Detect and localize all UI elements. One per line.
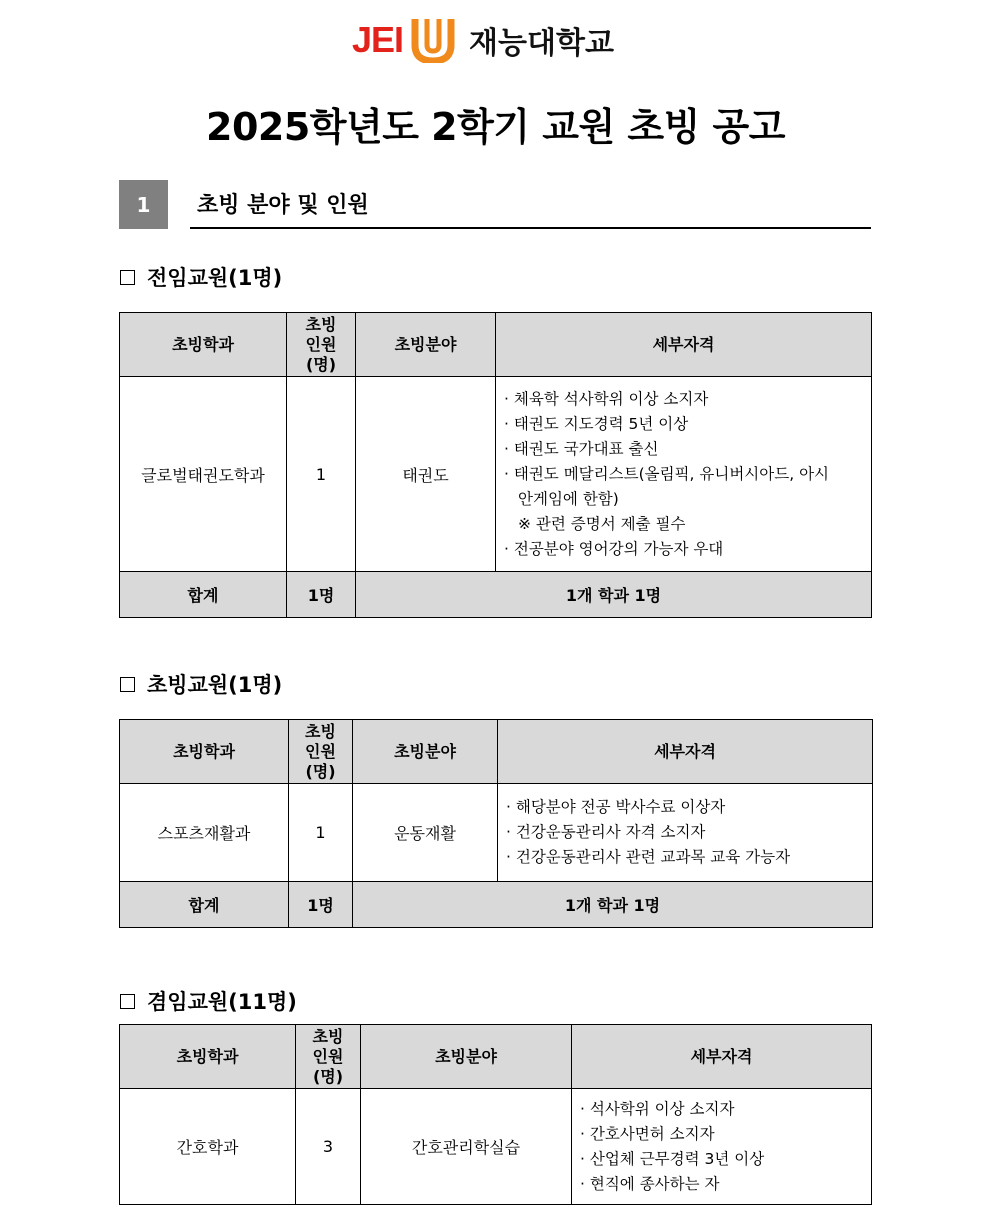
table-header-row	[120, 1025, 872, 1089]
adjunct-table	[119, 1024, 872, 1205]
total-count: 1명	[289, 882, 353, 928]
header-count: 초빙 인원 (명)	[296, 1025, 361, 1089]
subheading-text: 겸임교원(11명)	[147, 990, 297, 1014]
table-header-row	[120, 313, 872, 377]
qualification-item: 안게임에 한함)	[518, 489, 619, 508]
header-dept: 초빙학과	[120, 720, 289, 784]
invited-table	[119, 719, 873, 928]
table-row	[120, 1089, 872, 1205]
cell-count: 1	[289, 784, 353, 882]
checkbox-square-icon	[120, 677, 135, 692]
cell-count: 3	[296, 1089, 361, 1205]
cell-dept: 간호학과	[120, 1089, 296, 1205]
logo-jei-text: JEI	[352, 19, 404, 60]
header-dept: 초빙학과	[120, 1025, 296, 1089]
subheading-adjunct	[120, 986, 297, 1016]
checkbox-square-icon	[120, 270, 135, 285]
subheading-text: 초빙교원(1명)	[147, 673, 283, 697]
qualification-item: · 건강운동관리사 자격 소지자	[506, 823, 706, 841]
qualification-item: · 태권도 지도경력 5년 이상	[504, 414, 689, 433]
total-summary: 1개 학과 1명	[356, 572, 872, 618]
page-title: 2025학년도 2학기 교원 초빙 공고	[206, 105, 785, 149]
subheading-text: 전임교원(1명)	[147, 266, 283, 290]
qualification-item: · 태권도 메달리스트(올림픽, 유니버시아드, 아시	[504, 464, 830, 483]
qualification-item: · 산업체 근무경력 3년 이상	[580, 1149, 765, 1168]
header-field: 초빙분야	[356, 313, 496, 377]
qualification-item: · 해당분야 전공 박사수료 이상자	[506, 798, 726, 816]
cell-dept: 스포츠재활과	[120, 784, 289, 882]
header-qualifications: 세부자격	[572, 1025, 872, 1089]
logo-university-name: 재능대학교	[469, 26, 614, 61]
total-row	[120, 882, 873, 928]
total-summary: 1개 학과 1명	[353, 882, 873, 928]
total-row	[120, 572, 872, 618]
cell-qualifications	[572, 1089, 872, 1205]
university-logo	[352, 16, 614, 64]
cell-count: 1	[287, 377, 356, 572]
table-row	[120, 377, 872, 572]
cell-field: 운동재활	[353, 784, 498, 882]
checkbox-square-icon	[120, 994, 135, 1009]
logo-emblem-icon	[409, 17, 457, 63]
header-count: 초빙 인원 (명)	[289, 720, 353, 784]
total-count: 1명	[287, 572, 356, 618]
header-field: 초빙분야	[353, 720, 498, 784]
section-underline	[190, 227, 871, 229]
cell-field: 간호관리학실습	[361, 1089, 572, 1205]
table-header-row	[120, 720, 873, 784]
qualification-item: · 간호사면허 소지자	[580, 1124, 715, 1143]
header-field: 초빙분야	[361, 1025, 572, 1089]
table-row	[120, 784, 873, 882]
qualification-item: · 체육학 석사학위 이상 소지자	[504, 389, 709, 408]
fulltime-table	[119, 312, 872, 618]
cell-dept: 글로벌태권도학과	[120, 377, 287, 572]
total-label: 합계	[120, 882, 289, 928]
cell-field: 태권도	[356, 377, 496, 572]
qualification-item: · 태권도 국가대표 출신	[504, 439, 659, 458]
subheading-invited	[120, 669, 282, 699]
header-dept: 초빙학과	[120, 313, 287, 377]
subheading-fulltime	[120, 262, 282, 292]
qualification-item: · 석사학위 이상 소지자	[580, 1099, 735, 1118]
cell-qualifications	[496, 377, 872, 572]
header-count: 초빙 인원 (명)	[287, 313, 356, 377]
total-label: 합계	[120, 572, 287, 618]
qualification-item: · 전공분야 영어강의 가능자 우대	[504, 539, 724, 558]
header-qualifications: 세부자격	[496, 313, 872, 377]
qualification-note: ※ 관련 증명서 제출 필수	[518, 514, 686, 533]
qualification-item: · 건강운동관리사 관련 교과목 교육 가능자	[506, 848, 791, 866]
qualification-item: · 현직에 종사하는 자	[580, 1174, 720, 1193]
cell-qualifications	[498, 784, 873, 882]
section-number-badge: 1	[119, 180, 168, 229]
section-title: 초빙 분야 및 인원	[197, 193, 369, 218]
header-qualifications: 세부자격	[498, 720, 873, 784]
